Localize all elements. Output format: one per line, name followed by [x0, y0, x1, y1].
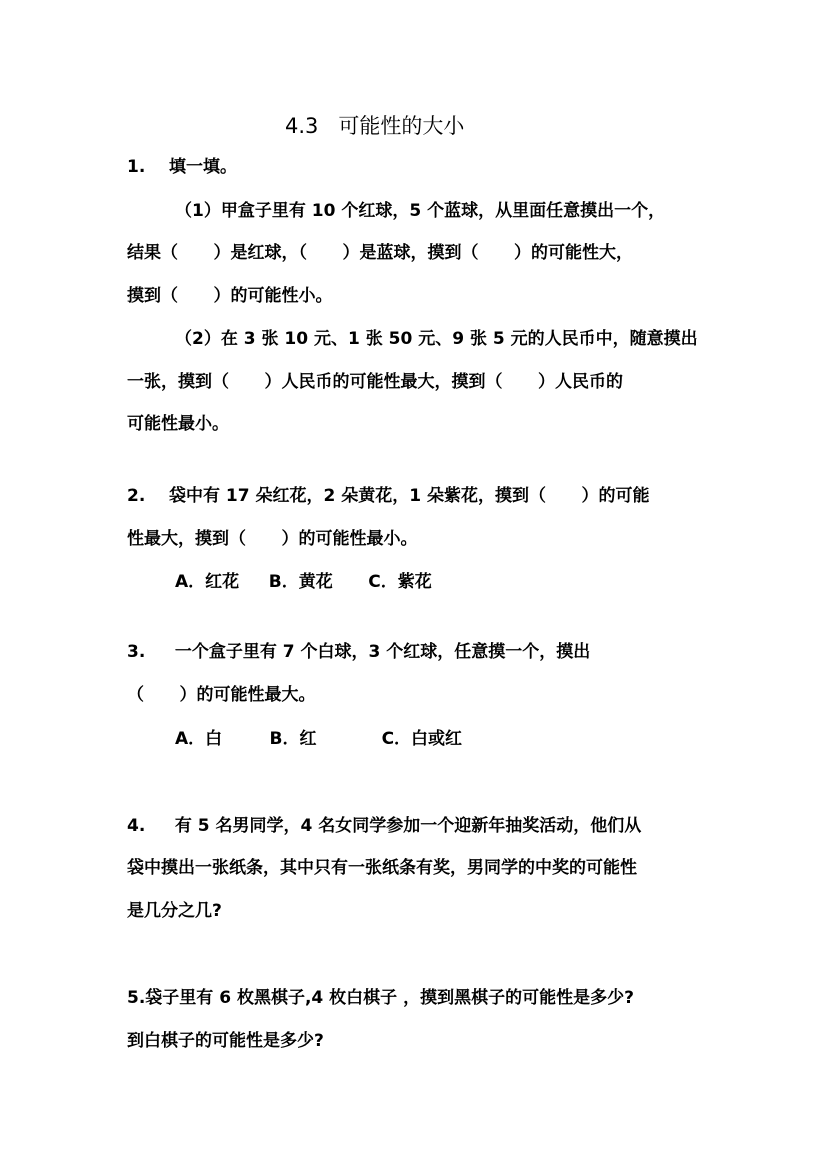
page-title: 4.3 可能性的大小 [285, 114, 465, 138]
q1-part1-line: 摸到（ ）的可能性小。 [127, 286, 333, 306]
q1-part1-line: （1）甲盒子里有 10 个红球，5 个蓝球，从里面任意摸出一个， [175, 201, 666, 221]
q1-part1-line: 结果（ ）是红球，（ ）是蓝球，摸到（ ）的可能性大， [127, 243, 634, 263]
question-3-line: 3. 一个盒子里有 7 个白球，3 个红球，任意摸一个，摸出 [127, 642, 591, 662]
q1-part2-line: 可能性最小。 [127, 414, 229, 434]
question-1-heading: 1. 填一填。 [127, 157, 237, 177]
question-3-options: A．白 B．红 C．白或红 [175, 729, 463, 749]
q1-part2-line: （2）在 3 张 10 元、1 张 50 元、9 张 5 元的人民币中，随意摸出 [175, 329, 698, 349]
question-4-line: 4. 有 5 名男同学，4 名女同学参加一个迎新年抽奖活动，他们从 [127, 816, 642, 836]
question-2-line: 性最大，摸到（ ）的可能性最小。 [127, 529, 418, 549]
question-2-line: 2. 袋中有 17 朵红花，2 朵黄花，1 朵紫花，摸到（ ）的可能 [127, 486, 650, 506]
question-3-line: （ ）的可能性最大。 [127, 685, 316, 705]
question-5-line: 到白棋子的可能性是多少? [127, 1031, 324, 1051]
question-2-options: A．红花 B．黄花 C．紫花 [175, 572, 432, 592]
question-5-line: 5.袋子里有 6 枚黑棋子,4 枚白棋子 ，摸到黑棋子的可能性是多少? [127, 988, 634, 1008]
q1-part2-line: 一张，摸到（ ）人民币的可能性最大，摸到（ ）人民币的 [127, 372, 624, 392]
question-4-line: 袋中摸出一张纸条，其中只有一张纸条有奖，男同学的中奖的可能性 [127, 858, 637, 878]
question-4-line: 是几分之几? [127, 901, 222, 921]
